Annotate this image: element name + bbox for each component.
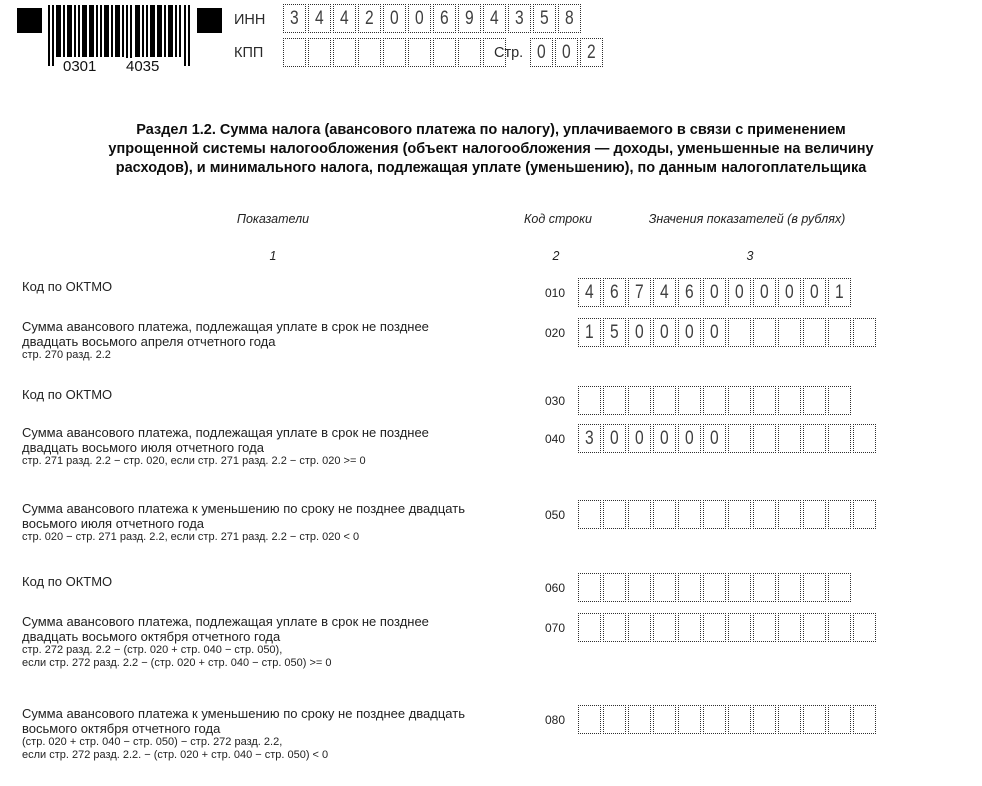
kpp-label: КПП: [234, 45, 264, 61]
char-cell[interactable]: [828, 573, 851, 602]
row-label-line: двадцать восьмого апреля отчетного года: [22, 334, 276, 349]
char-cell[interactable]: [778, 386, 801, 415]
char-cell[interactable]: 8: [558, 4, 581, 33]
char-cell[interactable]: [433, 38, 456, 67]
column-header-indicators: Показатели: [236, 212, 310, 226]
char-cell[interactable]: [753, 705, 776, 734]
char-cell[interactable]: [653, 705, 676, 734]
column-number-1: 1: [269, 249, 277, 263]
char-cell[interactable]: [803, 318, 826, 347]
char-cell[interactable]: [703, 573, 726, 602]
char-cell[interactable]: 0: [703, 318, 726, 347]
char-cell[interactable]: [778, 424, 801, 453]
char-cell[interactable]: [728, 613, 751, 642]
row-label: [22, 501, 556, 544]
row-label-line: Код по ОКТМО: [22, 574, 113, 589]
char-cell[interactable]: [578, 386, 601, 415]
char-cell[interactable]: 0: [383, 4, 406, 33]
row-040: [0, 424, 982, 467]
page-number-field[interactable]: [530, 38, 603, 67]
char-cell[interactable]: 5: [603, 318, 626, 347]
row-label-line: двадцать восьмого октября отчетного года: [22, 629, 281, 644]
char-cell[interactable]: 0: [653, 424, 676, 453]
row-label-line: восьмого июля отчетного года: [22, 516, 205, 531]
char-cell[interactable]: [678, 573, 701, 602]
value-field-050[interactable]: [578, 500, 876, 529]
char-cell[interactable]: [628, 386, 651, 415]
char-cell[interactable]: [578, 500, 601, 529]
column-number-2: 2: [552, 249, 560, 263]
char-cell[interactable]: [283, 38, 306, 67]
char-cell[interactable]: [753, 613, 776, 642]
char-cell[interactable]: [853, 705, 876, 734]
char-cell[interactable]: [828, 500, 851, 529]
char-cell[interactable]: [578, 613, 601, 642]
char-cell[interactable]: 6: [603, 278, 626, 307]
char-cell[interactable]: 2: [580, 38, 603, 67]
char-cell[interactable]: [653, 613, 676, 642]
char-cell[interactable]: [653, 573, 676, 602]
char-cell[interactable]: 1: [578, 318, 601, 347]
char-cell[interactable]: 2: [358, 4, 381, 33]
char-cell[interactable]: 0: [408, 4, 431, 33]
section-title-line2: упрощенной системы налогообложения (объект налогообложения — доходы, уменьшенные на величину: [108, 141, 874, 157]
char-cell[interactable]: [603, 705, 626, 734]
char-cell[interactable]: [678, 386, 701, 415]
inn-cells[interactable]: [283, 4, 581, 33]
char-cell[interactable]: [628, 705, 651, 734]
value-field-080[interactable]: [578, 705, 876, 734]
char-cell[interactable]: [703, 500, 726, 529]
char-cell[interactable]: 0: [678, 424, 701, 453]
kpp-cells[interactable]: [283, 38, 506, 67]
char-cell[interactable]: [653, 386, 676, 415]
char-cell[interactable]: [803, 386, 826, 415]
inn-label: ИНН: [234, 12, 266, 28]
char-cell[interactable]: [803, 573, 826, 602]
barcode-number-right: 4035: [123, 58, 162, 75]
char-cell[interactable]: [358, 38, 381, 67]
char-cell[interactable]: 7: [628, 278, 651, 307]
registration-mark-left: [17, 8, 42, 33]
char-cell[interactable]: [728, 573, 751, 602]
row-label-line: Сумма авансового платежа, подлежащая уплате в срок не позднее: [22, 614, 429, 629]
char-cell[interactable]: 0: [653, 318, 676, 347]
char-cell[interactable]: [753, 500, 776, 529]
row-050: [0, 500, 982, 543]
char-cell[interactable]: 6: [433, 4, 456, 33]
line-code: 050: [545, 508, 566, 522]
row-formula-line: стр. 270 разд. 2.2: [22, 349, 111, 361]
kpp-field[interactable]: [283, 38, 506, 67]
char-cell[interactable]: 0: [628, 424, 651, 453]
row-formula-line: стр. 020 − стр. 271 разд. 2.2, если стр. 271 разд. 2.2 − стр. 020 < 0: [22, 531, 360, 543]
line-code: 060: [545, 581, 566, 595]
row-label: [22, 574, 556, 589]
row-020: [0, 318, 982, 361]
line-code: 020: [545, 326, 566, 340]
line-code: 080: [545, 713, 566, 727]
char-cell[interactable]: [753, 424, 776, 453]
section-title: [41, 121, 941, 178]
row-label-line: двадцать восьмого июля отчетного года: [22, 440, 264, 455]
row-label: [22, 387, 556, 402]
char-cell[interactable]: 0: [555, 38, 578, 67]
char-cell[interactable]: 4: [308, 4, 331, 33]
char-cell[interactable]: [803, 705, 826, 734]
char-cell[interactable]: 4: [333, 4, 356, 33]
row-label: [22, 319, 556, 362]
char-cell[interactable]: 4: [483, 4, 506, 33]
row-label: [22, 706, 556, 762]
registration-mark-right: [197, 8, 222, 33]
char-cell[interactable]: 4: [653, 278, 676, 307]
char-cell[interactable]: [778, 500, 801, 529]
char-cell[interactable]: [778, 573, 801, 602]
line-code: 040: [545, 432, 566, 446]
char-cell[interactable]: [703, 613, 726, 642]
char-cell[interactable]: 3: [578, 424, 601, 453]
char-cell[interactable]: [853, 318, 876, 347]
char-cell[interactable]: [803, 613, 826, 642]
row-030: [0, 386, 982, 418]
char-cell[interactable]: [828, 386, 851, 415]
row-080: [0, 705, 982, 761]
value-field-030[interactable]: [578, 386, 851, 415]
char-cell[interactable]: [678, 705, 701, 734]
row-060: [0, 573, 982, 605]
row-label-line: Сумма авансового платежа, подлежащая уплате в срок не позднее: [22, 319, 429, 334]
char-cell[interactable]: [803, 424, 826, 453]
row-formula-line: (стр. 020 + стр. 040 − стр. 050) − стр. 272 разд. 2.2,: [22, 736, 283, 748]
line-code: 010: [545, 286, 566, 300]
section-title-line1: Раздел 1.2. Сумма налога (авансового платежа по налогу), уплачиваемого в связи с применением: [136, 122, 846, 138]
value-field-040[interactable]: [578, 424, 876, 453]
section-title-line3: расходов), и минимального налога, подлежащая уплате (уменьшению), по данным налогоплательщика: [115, 160, 867, 176]
char-cell[interactable]: [603, 386, 626, 415]
row-label-line: восьмого октября отчетного года: [22, 721, 221, 736]
char-cell[interactable]: 0: [728, 278, 751, 307]
char-cell[interactable]: [853, 424, 876, 453]
value-field-060[interactable]: [578, 573, 851, 602]
row-label: [22, 614, 556, 670]
char-cell[interactable]: 3: [508, 4, 531, 33]
char-cell[interactable]: [753, 573, 776, 602]
char-cell[interactable]: [458, 38, 481, 67]
char-cell[interactable]: [803, 500, 826, 529]
char-cell[interactable]: [853, 500, 876, 529]
char-cell[interactable]: [603, 500, 626, 529]
line-code: 070: [545, 621, 566, 635]
char-cell[interactable]: [828, 705, 851, 734]
char-cell[interactable]: [728, 500, 751, 529]
row-formula-line: если стр. 272 разд. 2.2 − (стр. 020 + стр. 040 − стр. 050) >= 0: [22, 657, 332, 669]
row-070: [0, 613, 982, 669]
inn-field[interactable]: [283, 4, 581, 33]
row-formula-line: стр. 271 разд. 2.2 − стр. 020, если стр. 271 разд. 2.2 − стр. 020 >= 0: [22, 455, 366, 467]
char-cell[interactable]: 0: [803, 278, 826, 307]
value-field-020[interactable]: [578, 318, 876, 347]
page-number-label: Стр.: [494, 45, 524, 61]
row-label-line: Сумма авансового платежа к уменьшению по сроку не позднее двадцать: [22, 706, 465, 721]
char-cell[interactable]: 0: [703, 278, 726, 307]
row-label-line: Код по ОКТМО: [22, 387, 113, 402]
char-cell[interactable]: [778, 613, 801, 642]
char-cell[interactable]: [628, 613, 651, 642]
row-010: [0, 278, 982, 310]
char-cell[interactable]: [578, 705, 601, 734]
line-code: 030: [545, 394, 566, 408]
char-cell[interactable]: 0: [603, 424, 626, 453]
column-header-values: Значения показателей (в рублях): [648, 212, 846, 226]
char-cell[interactable]: [603, 573, 626, 602]
char-cell[interactable]: [753, 318, 776, 347]
char-cell[interactable]: 9: [458, 4, 481, 33]
char-cell[interactable]: 0: [778, 278, 801, 307]
row-formula-line: если стр. 272 разд. 2.2. − (стр. 020 + стр. 040 − стр. 050) < 0: [22, 749, 329, 761]
char-cell[interactable]: [728, 386, 751, 415]
char-cell[interactable]: 0: [678, 318, 701, 347]
char-cell[interactable]: [628, 500, 651, 529]
char-cell[interactable]: [678, 613, 701, 642]
char-cell[interactable]: 4: [578, 278, 601, 307]
char-cell[interactable]: [703, 705, 726, 734]
char-cell[interactable]: [828, 613, 851, 642]
row-label-line: Код по ОКТМО: [22, 279, 113, 294]
char-cell[interactable]: 3: [283, 4, 306, 33]
char-cell[interactable]: [628, 573, 651, 602]
char-cell[interactable]: [728, 705, 751, 734]
char-cell[interactable]: [653, 500, 676, 529]
char-cell[interactable]: 1: [828, 278, 851, 307]
char-cell[interactable]: [703, 386, 726, 415]
char-cell[interactable]: [728, 424, 751, 453]
char-cell[interactable]: [828, 318, 851, 347]
char-cell[interactable]: [778, 705, 801, 734]
char-cell[interactable]: [603, 613, 626, 642]
char-cell[interactable]: [308, 38, 331, 67]
char-cell[interactable]: [778, 318, 801, 347]
column-number-3: 3: [746, 249, 754, 263]
page-cells[interactable]: [530, 38, 603, 67]
char-cell[interactable]: 0: [628, 318, 651, 347]
char-cell[interactable]: 0: [753, 278, 776, 307]
char-cell[interactable]: [853, 613, 876, 642]
value-field-010[interactable]: [578, 278, 851, 307]
row-label: [22, 279, 556, 294]
char-cell[interactable]: [828, 424, 851, 453]
row-formula-line: стр. 272 разд. 2.2 − (стр. 020 + стр. 040 − стр. 050),: [22, 644, 283, 656]
char-cell[interactable]: 6: [678, 278, 701, 307]
char-cell[interactable]: 0: [703, 424, 726, 453]
char-cell[interactable]: [728, 318, 751, 347]
char-cell[interactable]: [333, 38, 356, 67]
value-field-070[interactable]: [578, 613, 876, 642]
char-cell[interactable]: [408, 38, 431, 67]
barcode-number-left: 0301: [60, 58, 99, 75]
char-cell[interactable]: 0: [530, 38, 553, 67]
char-cell[interactable]: [578, 573, 601, 602]
barcode-block: [17, 5, 227, 80]
row-label-line: Сумма авансового платежа к уменьшению по сроку не позднее двадцать: [22, 501, 465, 516]
char-cell[interactable]: [753, 386, 776, 415]
column-header-line-code: Код строки: [524, 212, 592, 226]
char-cell[interactable]: [678, 500, 701, 529]
row-label-line: Сумма авансового платежа, подлежащая уплате в срок не позднее: [22, 425, 429, 440]
char-cell[interactable]: [383, 38, 406, 67]
row-label: [22, 425, 556, 468]
char-cell[interactable]: 5: [533, 4, 556, 33]
